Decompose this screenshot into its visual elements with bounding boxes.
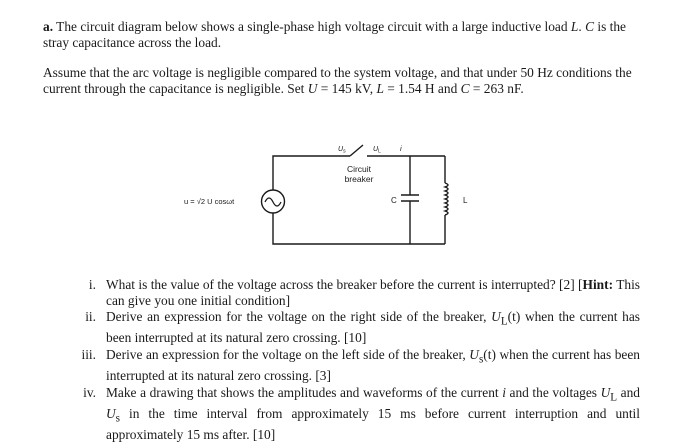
var-U: U <box>106 406 116 422</box>
question-text <box>106 385 640 443</box>
circuit-diagram <box>170 140 500 250</box>
question-item <box>70 347 640 384</box>
q-text-c: and <box>617 384 640 400</box>
hint-label: Hint: <box>582 277 614 292</box>
intro-text: is the stray capacitance across the load. <box>43 19 627 50</box>
part-label: a. <box>43 19 54 34</box>
var-arg: (t) <box>507 309 521 325</box>
var-sub: L <box>500 315 508 328</box>
q-text-a: Derive an expression for the voltage on the right side of the breaker, <box>106 309 492 325</box>
intro-text: The circuit diagram below shows a single-phase high voltage circuit with a large inductive load <box>53 19 571 34</box>
us-label <box>338 146 346 155</box>
wire-bottom <box>273 213 445 244</box>
us-sub: s <box>343 148 346 155</box>
var-arg: (t) <box>483 347 496 363</box>
q-text-a: What is the value of the voltage across the breaker before the current is interrupted? [2] [ <box>106 277 583 292</box>
var-U: U <box>600 384 611 400</box>
us-var: U <box>338 146 344 153</box>
var-sub: s <box>115 412 121 425</box>
ul-var: U <box>373 146 379 153</box>
question-item <box>70 277 640 308</box>
var-sub: L <box>610 391 618 404</box>
var-C: C <box>460 81 470 96</box>
value-U: = 145 kV, <box>317 81 377 96</box>
ul-label <box>373 146 381 155</box>
intro-text: . <box>578 19 586 34</box>
value-L: = 1.54 H and <box>383 81 461 96</box>
question-number: ii. <box>85 309 96 325</box>
var-U: U <box>307 81 318 96</box>
q-text-d: in the time interval from approximately 15 ms before current interruption and until approximately 15 ms after. [10] <box>106 406 640 443</box>
inductor-label: L <box>463 196 468 205</box>
question-item <box>70 309 640 346</box>
q-text-b: when the current has been interrupted at its natural zero crossing. [3] <box>106 347 640 384</box>
inductor-coil <box>445 183 448 215</box>
question-text <box>106 347 640 384</box>
question-list <box>70 277 640 444</box>
breaker-label-line1: Circuit <box>346 164 372 174</box>
breaker-label-line2: breaker <box>344 174 374 184</box>
question-number: iv. <box>83 384 96 400</box>
var-i: i <box>502 384 506 400</box>
var-C: C <box>585 19 595 34</box>
question-text <box>106 277 640 308</box>
value-C: = 263 nF. <box>469 81 524 96</box>
ul-sub: L <box>378 148 381 155</box>
assume-text: Assume that the arc voltage is negligible compared to the system voltage, and that under 50 Hz conditions the current through the capacitance is negligible. Set <box>43 65 632 96</box>
q-text-b: when the current has been interrupted at its natural zero crossing. [10] <box>106 309 640 346</box>
question-number: iii. <box>81 347 96 363</box>
wire-top-left <box>273 156 350 190</box>
q-text-b: This can give you one initial condition] <box>106 277 640 308</box>
intro-paragraph <box>43 19 639 51</box>
q-text-a: Derive an expression for the voltage on the left side of the breaker, <box>106 347 470 363</box>
source-label: u = √2 U cosωt <box>184 197 235 206</box>
current-label: i <box>400 144 402 153</box>
ac-source <box>262 190 285 213</box>
assumption-paragraph <box>43 65 639 97</box>
var-U: U <box>491 309 501 325</box>
var-sub: s <box>478 353 484 366</box>
var-L: L <box>570 19 579 34</box>
q-text-a: Make a drawing that shows the amplitudes and waveforms of the current <box>106 384 503 400</box>
question-number: i. <box>88 277 96 292</box>
question-item <box>70 385 640 443</box>
q-text-b: and the voltages <box>505 384 601 400</box>
var-U: U <box>469 347 479 363</box>
question-text <box>106 309 640 346</box>
var-L: L <box>376 81 384 96</box>
breaker-contact <box>350 145 363 156</box>
capacitor-label: C <box>391 196 397 205</box>
